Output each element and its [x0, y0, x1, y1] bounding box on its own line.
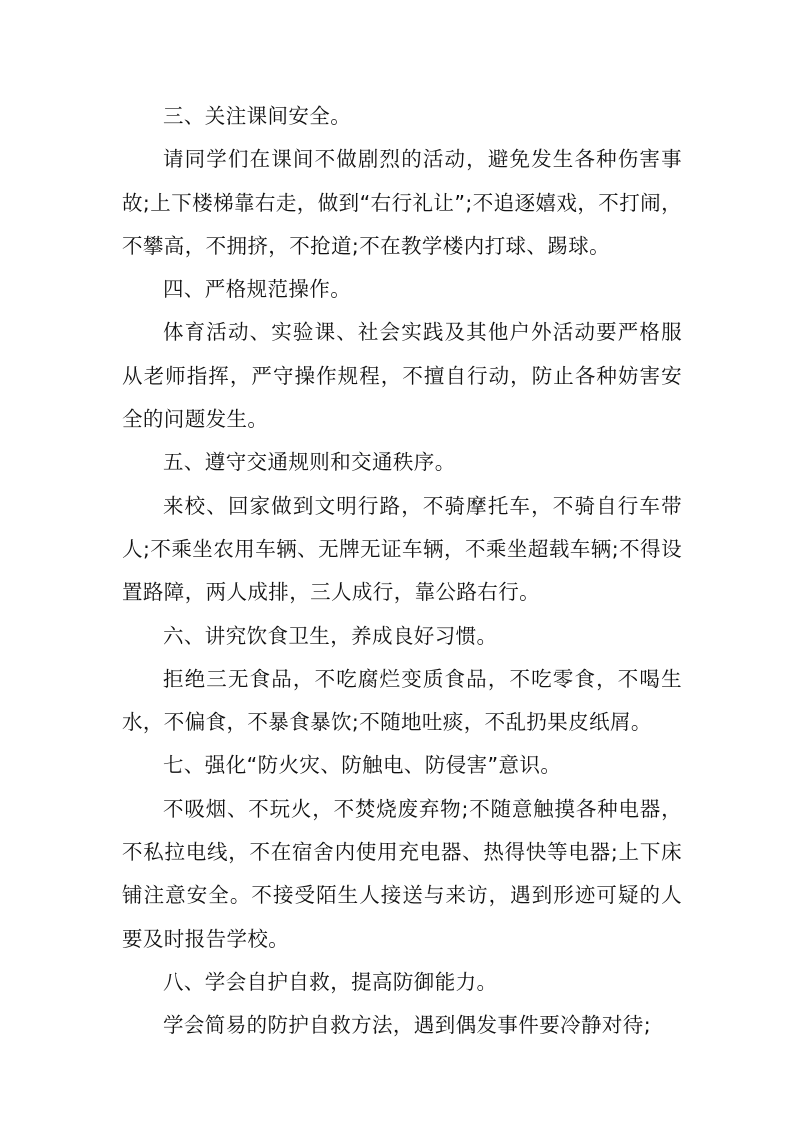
section-heading-6: 六、讲究饮食卫生，养成良好习惯。 — [163, 623, 498, 648]
section-body-5: 来校、回家做到文明行路，不骑摩托车，不骑自行车带人;不乘坐农用车辆、无牌无证车辆，不乘坐超载车辆;不得设置路障，两人成排，三人成行，靠公路右行。 — [122, 493, 682, 605]
section-heading-4: 四、严格规范操作。 — [163, 277, 352, 302]
section-heading-7: 七、强化“防火灾、防触电、防侵害”意识。 — [163, 753, 562, 778]
section-heading-5: 五、遵守交通规则和交通秩序。 — [163, 450, 456, 475]
section-heading-3: 三、关注课间安全。 — [163, 104, 352, 128]
section-body-7: 不吸烟、不玩火，不焚烧废弃物;不随意触摸各种电器，不私拉电线，不在宿舍内使用充电器、热得快等电器;上下床铺注意安全。不接受陌生人接送与来访，遇到形迹可疑的人要及时报告学校。 — [122, 796, 682, 951]
section-body-4: 体育活动、实验课、社会实践及其他户外活动要严格服从老师指挥，严守操作规程，不擅自行动，防止各种妨害安全的问题发生。 — [122, 320, 682, 432]
section-body-8: 学会简易的防护自救方法，遇到偶发事件要冷静对待; — [163, 1013, 652, 1038]
section-body-6: 拒绝三无食品，不吃腐烂变质食品，不吃零食，不喝生水，不偏食，不暴食暴饮;不随地吐痰，不乱扔果皮纸屑。 — [122, 666, 682, 735]
section-heading-8: 八、学会自护自救，提高防御能力。 — [163, 969, 498, 994]
document-body — [122, 95, 682, 1048]
section-body-3: 请同学们在课间不做剧烈的活动，避免发生各种伤害事故;上下楼梯靠右走，做到“右行礼让”;不追逐嬉戏，不打闹，不攀高，不拥挤，不抢道;不在教学楼内打球、踢球。 — [122, 147, 682, 258]
